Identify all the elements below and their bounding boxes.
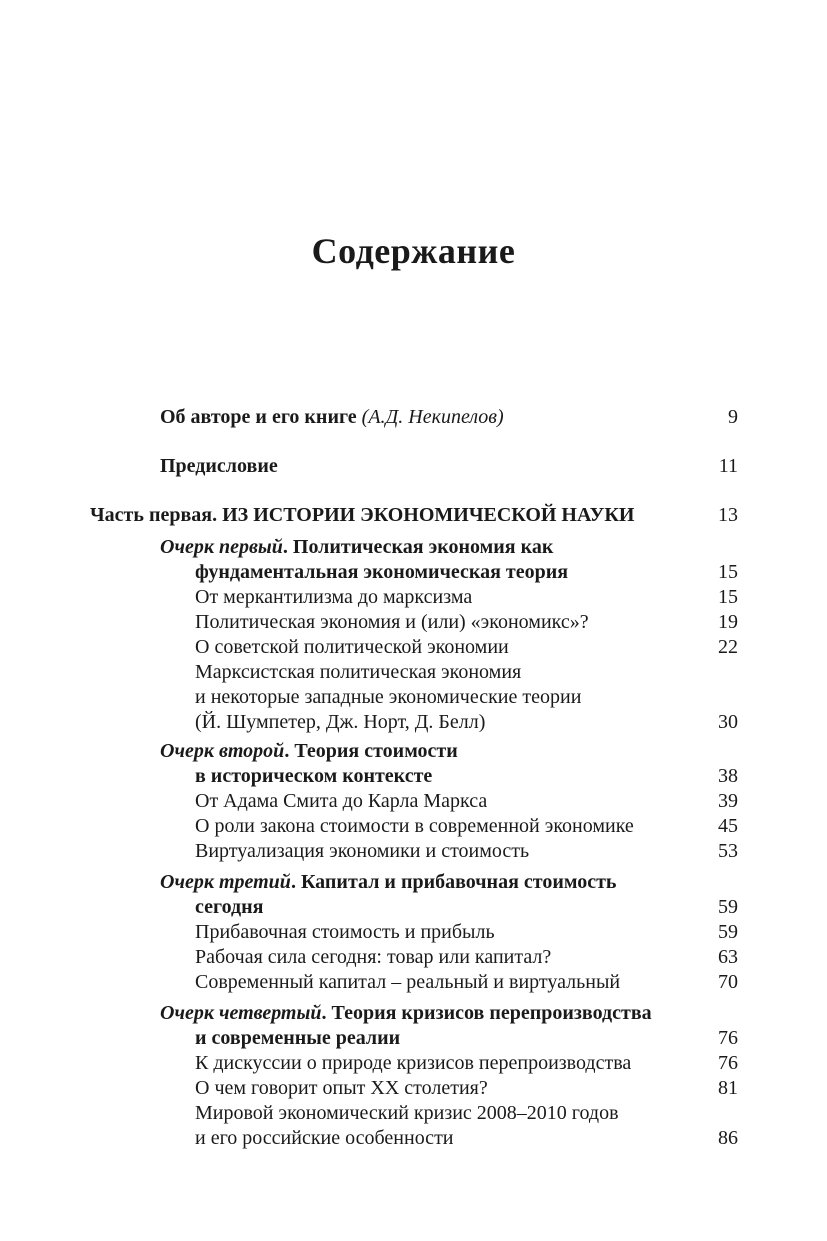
- page-number: 81: [718, 1077, 738, 1099]
- essay-title-continued: фундаментальная экономическая теория: [195, 561, 569, 583]
- toc-essay-heading[interactable]: Очерк второй. Теория стоимости: [160, 740, 458, 762]
- toc-subentry[interactable]: Современный капитал – реальный и виртуальный: [195, 971, 621, 993]
- toc-subentry[interactable]: О советской политической экономии: [195, 636, 509, 658]
- page-number: 63: [718, 946, 738, 968]
- toc-subentry[interactable]: Марксистская политическая экономия: [195, 661, 522, 683]
- page-title: Содержание: [311, 231, 516, 271]
- toc-essay-heading[interactable]: Очерк первый. Политическая экономия как: [160, 536, 554, 558]
- toc-entry-part-one[interactable]: Часть первая. ИЗ ИСТОРИИ ЭКОНОМИЧЕСКОЙ НАУКИ: [90, 504, 635, 526]
- toc-subentry-continued: (Й. Шумпетер, Дж. Норт, Д. Белл): [195, 711, 486, 733]
- toc-subentry-continued: и некоторые западные экономические теории: [195, 686, 582, 708]
- toc-subentry[interactable]: О роли закона стоимости в современной экономике: [195, 815, 634, 837]
- essay-label: Очерк первый: [160, 536, 283, 558]
- essay-title: Теория кризисов перепроизводства: [331, 1002, 652, 1024]
- toc-subentry[interactable]: От меркантилизма до марксизма: [195, 586, 473, 608]
- page-number: 59: [718, 896, 738, 918]
- page-number: 86: [718, 1127, 738, 1149]
- toc-subentry[interactable]: Виртуализация экономики и стоимость: [195, 840, 530, 862]
- page-number: 45: [718, 815, 738, 837]
- essay-title-continued: в историческом контексте: [195, 765, 433, 787]
- toc-subentry[interactable]: Рабочая сила сегодня: товар или капитал?: [195, 946, 552, 968]
- entry-author: (А.Д. Некипелов): [361, 406, 504, 428]
- page-number: 76: [718, 1052, 738, 1074]
- essay-title: Капитал и прибавочная стоимость: [300, 871, 617, 893]
- page-number: 70: [718, 971, 738, 993]
- toc-subentry[interactable]: От Адама Смита до Карла Маркса: [195, 790, 488, 812]
- toc-subentry-continued: и его российские особенности: [195, 1127, 454, 1149]
- essay-title: Теория стоимости: [294, 740, 458, 762]
- toc-subentry[interactable]: К дискуссии о природе кризисов перепроизводства: [195, 1052, 632, 1074]
- page-number: 9: [728, 406, 738, 428]
- page-number: 13: [718, 504, 738, 526]
- essay-title-continued: и современные реалии: [195, 1027, 401, 1049]
- essay-title-continued: сегодня: [195, 896, 264, 918]
- toc-subentry[interactable]: О чем говорит опыт XX столетия?: [195, 1077, 488, 1099]
- page-number: 19: [718, 611, 738, 633]
- page-number: 39: [718, 790, 738, 812]
- page-number: 30: [718, 711, 738, 733]
- page-number: 76: [718, 1027, 738, 1049]
- essay-title: Политическая экономия как: [292, 536, 554, 558]
- essay-label: Очерк третий: [160, 871, 291, 893]
- entry-title: Об авторе и его книге: [160, 406, 357, 428]
- toc-essay-heading[interactable]: Очерк третий. Капитал и прибавочная стоимость: [160, 871, 617, 893]
- toc-essay-heading[interactable]: Очерк четвертый. Теория кризисов перепроизводства: [160, 1002, 652, 1024]
- page-number: 59: [718, 921, 738, 943]
- toc-subentry[interactable]: Политическая экономия и (или) «экономикс»?: [195, 611, 589, 633]
- toc-subentry[interactable]: Прибавочная стоимость и прибыль: [195, 921, 495, 943]
- page-number: 15: [718, 586, 738, 608]
- toc-subentry[interactable]: Мировой экономический кризис 2008–2010 годов: [195, 1102, 619, 1124]
- page-number: 11: [718, 455, 738, 477]
- essay-label: Очерк четвертый: [160, 1002, 322, 1024]
- essay-label: Очерк второй: [160, 740, 285, 762]
- page-number: 15: [718, 561, 738, 583]
- page-number: 38: [718, 765, 738, 787]
- page-number: 22: [718, 636, 738, 658]
- toc-entry-preface[interactable]: Предисловие: [160, 455, 278, 477]
- toc-entry-about-author[interactable]: [160, 405, 504, 429]
- page-number: 53: [718, 840, 738, 862]
